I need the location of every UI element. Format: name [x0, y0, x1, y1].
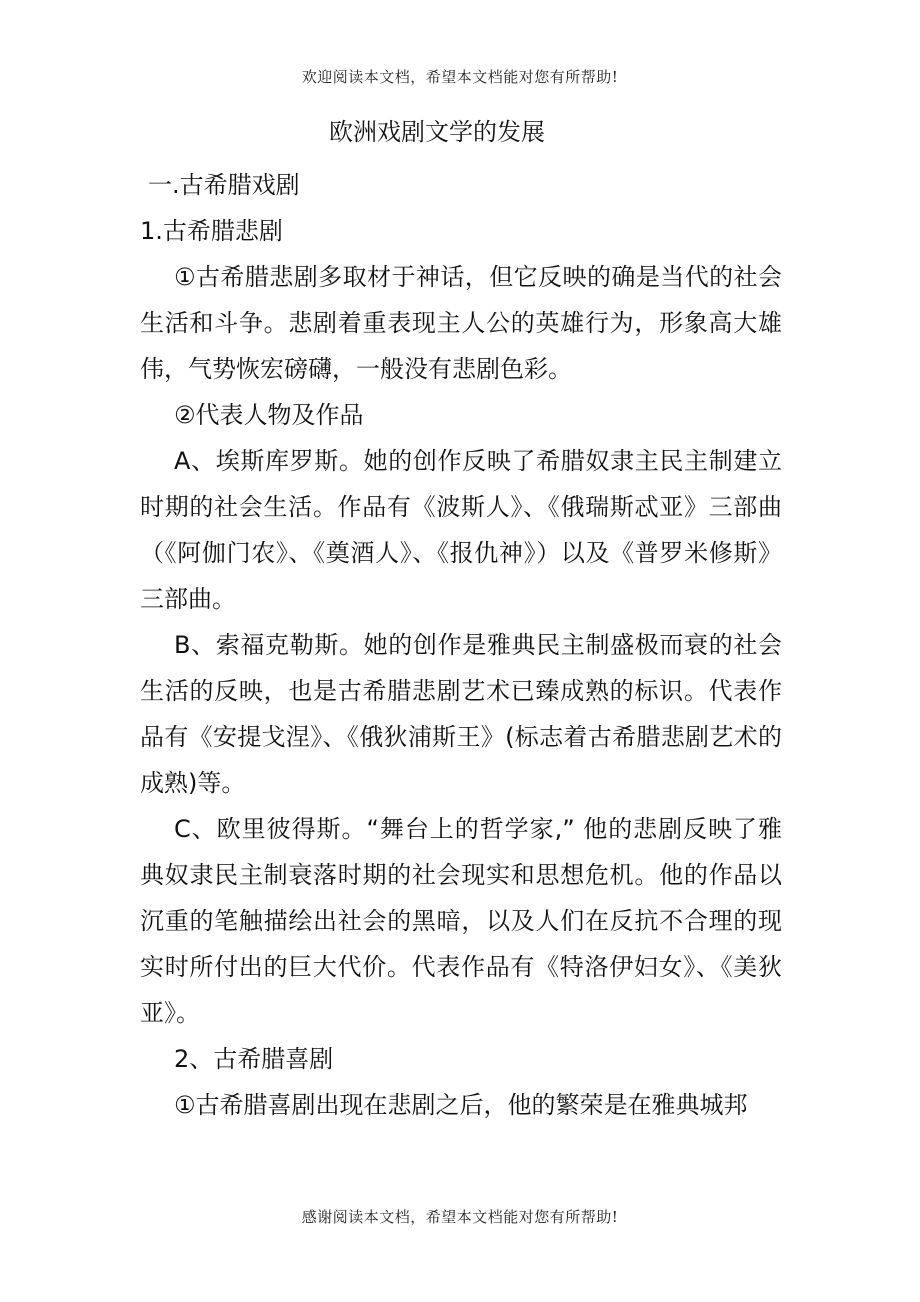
page-footer: 感谢阅读本文档，希望本文档能对您有所帮助!	[301, 1208, 619, 1226]
document-title: 欧洲戏剧文学的发展	[329, 118, 545, 146]
paragraph-representatives-heading: ②代表人物及作品	[174, 401, 364, 429]
page-header: 欢迎阅读本文档，希望本文档能对您有所帮助!	[301, 68, 619, 86]
paragraph-comedy-overview: ①古希腊喜剧出现在悲剧之后，他的繁荣是在雅典城邦	[174, 1091, 748, 1119]
paragraph-tragedy-overview: ①古希腊悲剧多取材于神话，但它反映的确是当代的社会生活和斗争。悲剧着重表现主人公的英雄行为，形象高大雄伟，气势恢宏磅礴，一般没有悲剧色彩。	[140, 263, 782, 383]
paragraph-aeschylus: A、埃斯库罗斯。她的创作反映了希腊奴隶主民主制建立时期的社会生活。作品有《波斯人》、《俄瑞斯忒亚》三部曲（《阿伽门农》、《奠酒人》、《报仇神》）以及《普罗米修斯》三部曲。	[140, 447, 782, 613]
subsection-heading-greek-comedy: 2、古希腊喜剧	[174, 1045, 334, 1073]
section-heading-ancient-greek-drama: 一.古希腊戏剧	[148, 171, 300, 199]
paragraph-sophocles: B、索福克勒斯。她的创作是雅典民主制盛极而衰的社会生活的反映，也是古希腊悲剧艺术已臻成熟的标识。代表作品有《安提戈涅》、《俄狄浦斯王》(标志着古希腊悲剧艺术的成熟)等。	[140, 631, 782, 797]
paragraph-euripides: C、欧里彼得斯。“舞台上的哲学家,” 他的悲剧反映了雅典奴隶民主制衰落时期的社会现实和思想危机。他的作品以沉重的笔触描绘出社会的黑暗，以及人们在反抗不合理的现实时所付出的巨大代价。代表作品有《特洛伊妇女》、《美狄亚》。	[140, 815, 782, 1027]
subsection-heading-greek-tragedy: 1.古希腊悲剧	[140, 217, 283, 245]
document-body	[140, 162, 782, 1128]
